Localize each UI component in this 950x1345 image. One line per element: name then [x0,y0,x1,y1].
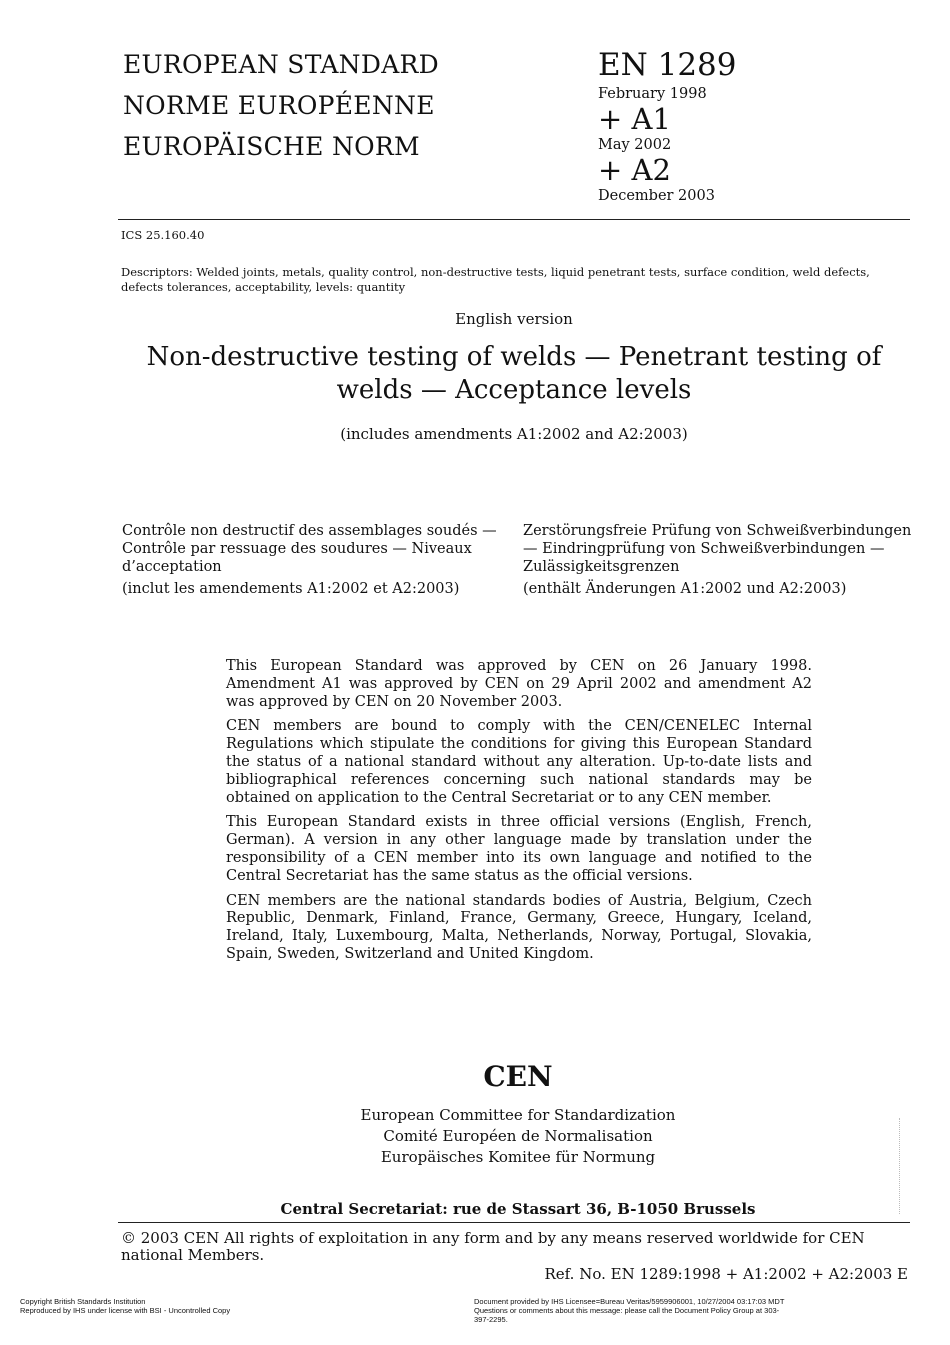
french-title-block [122,522,514,602]
amendment-a2: + A2 [598,153,671,187]
descriptors: Descriptors: Welded joints, metals, quality control, non-destructive tests, liquid penetrant tests, surface condition, weld defects, defects tolerances, acceptability, levels: quantity [121,265,870,294]
ics-code: ICS 25.160.40 [121,228,205,242]
amendment-a2-date: December 2003 [598,188,715,204]
title-line-2: welds — Acceptance levels [336,375,692,405]
french-title: Contrôle non destructif des assemblages soudés — Contrôle par ressuage des soudures — Niveaux d’acceptation [122,523,497,575]
german-title: Zerstörungsfreie Prüfung von Schweißverbindungen — Eindringprüfung von Schweißverbindungen — Zulässigkeitsgrenzen [523,523,912,575]
title-line-1: Non-destructive testing of welds — Penetrant testing of [146,342,882,372]
license-line-2: Reproduced by IHS under license with BSI - Uncontrolled Copy [20,1306,231,1315]
body-paragraph: CEN members are the national standards bodies of Austria, Belgium, Czech Republic, Denmark, Finland, France, Germany, Greece, Hungary, Iceland, Ireland, Italy, Luxembourg, Malta, Netherlands, Norway, Portugal, Slovakia, Spain, Sweden, Switzerland and United Kingdom. [226,892,812,962]
header-divider [118,219,910,220]
amendment-a1: + A1 [598,102,671,136]
body-paragraph: CEN members are bound to comply with the CEN/CENELEC Internal Regulations which stipulate the conditions for giving this European Standard the status of a national standard without any alteration. Up-to-date lists and bibliographical references concerning such national standards may be obtained on application to the Central Secretariat or to any CEN member. [226,718,812,806]
cen-name-en: European Committee for Standardization [360,1106,676,1124]
license-footer-left [20,1297,230,1315]
standard-name-de: EUROPÄISCHE NORM [123,132,420,161]
amendment-a1-date: May 2002 [598,137,672,153]
license-line-1: Copyright British Standards Institution [20,1297,146,1306]
standard-name-fr: NORME EUROPÉENNE [123,91,435,120]
copyright-notice: © 2003 CEN All rights of exploitation in any form and by any means reserved worldwide for CEN national Members. [121,1229,865,1264]
body-paragraph: This European Standard exists in three official versions (English, French, German). A version in any other language made by translation under the responsibility of a CEN member into its own language and notified to the Central Secretariat has the same status as the official versions. [226,814,812,884]
cen-names [118,1105,918,1168]
footer-divider [118,1222,910,1223]
reference-number: Ref. No. EN 1289:1998 + A1:2002 + A2:2003 E [544,1265,908,1283]
cen-name-de: Europäisches Komitee für Normung [380,1148,656,1166]
license-footer-right: Document provided by IHS Licensee=Bureau Veritas/5959906001, 10/27/2004 03:17:03 MDT Questions or comments about this message: please call the Document Policy Group at 303-397-2295. [474,1297,785,1324]
cen-name-fr: Comité Européen de Normalisation [383,1127,653,1145]
standard-number-block [598,46,737,206]
french-includes: (inclut les amendements A1:2002 et A2:2003) [122,581,460,597]
german-includes: (enthält Änderungen A1:2002 und A2:2003) [523,581,847,597]
cen-acronym: CEN [483,1060,553,1093]
german-title-block [523,522,915,602]
document-title [118,341,910,407]
central-secretariat: Central Secretariat: rue de Stassart 36, B-1050 Brussels [280,1200,756,1218]
body-paragraph: This European Standard was approved by CEN on 26 January 1998. Amendment A1 was approved by CEN on 29 April 2002 and amendment A2 was approved by CEN on 20 November 2003. [226,658,812,710]
standard-number: EN 1289 [598,47,737,83]
standard-date: February 1998 [598,86,707,102]
standard-name-en: EUROPEAN STANDARD [123,50,440,79]
amendments-note: (includes amendments A1:2002 and A2:2003) [340,425,688,443]
language-version: English version [455,310,573,328]
approval-text [226,658,812,971]
standard-names [123,44,439,167]
margin-dotted-line [899,1118,900,1214]
